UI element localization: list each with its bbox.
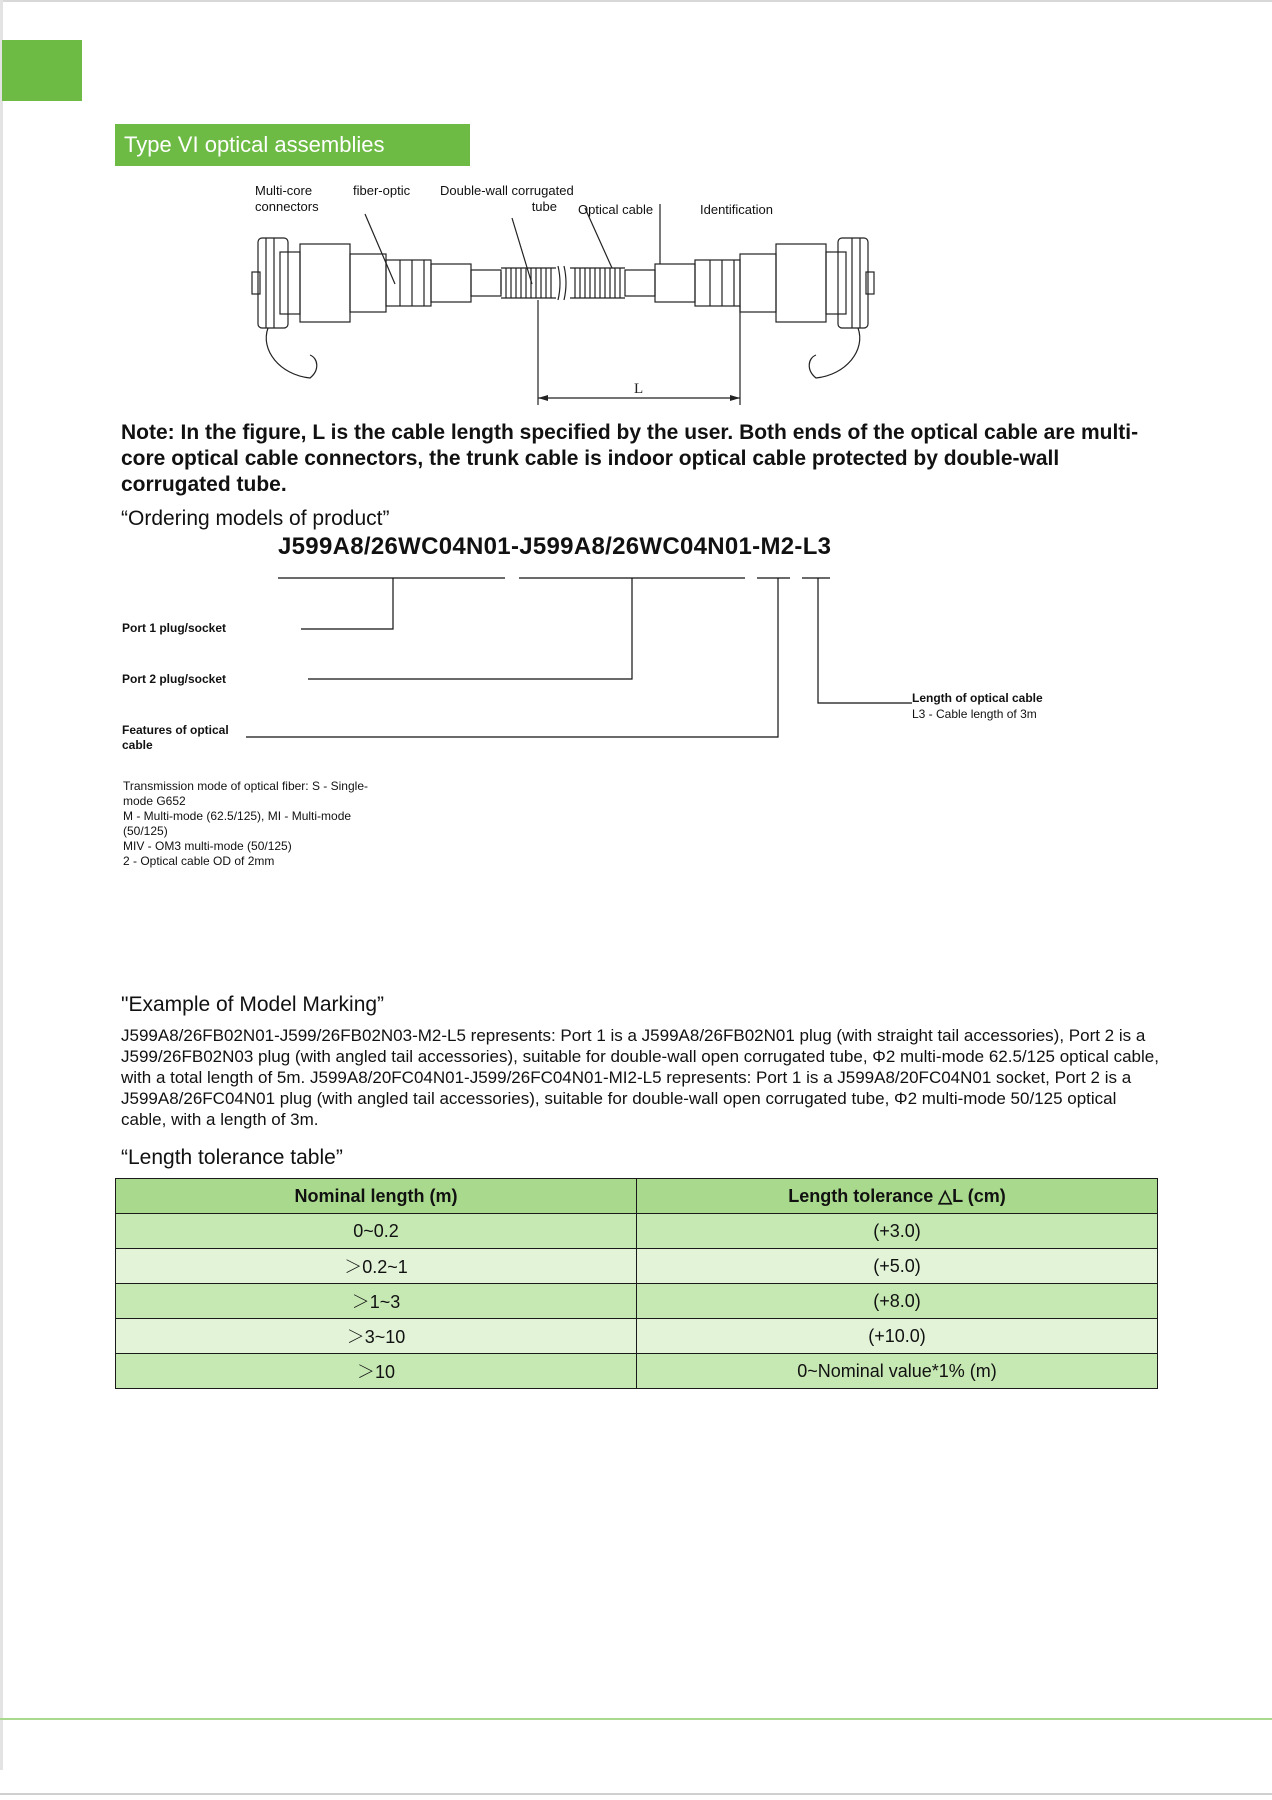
- port2-label: Port 2 plug/socket: [122, 672, 227, 686]
- right-corrugated-tube: [570, 268, 625, 298]
- right-tail-identification: [655, 264, 695, 302]
- features-label: Features of optical cable: [122, 723, 229, 752]
- table-row: [116, 1214, 1158, 1249]
- right-connector-cap: [826, 252, 846, 314]
- table-row: [116, 1354, 1158, 1389]
- transmission-mode-notes: [123, 779, 423, 869]
- cell-nominal: ＞1~3: [116, 1284, 637, 1319]
- length-label: Length of optical cable: [912, 691, 1043, 705]
- transmission-line: mode G652: [123, 794, 186, 808]
- cell-tolerance: (+8.0): [637, 1284, 1158, 1319]
- label-multicore: Multi-core: [255, 183, 313, 198]
- label-tube: tube: [531, 199, 557, 214]
- page-left-border: [0, 0, 3, 1770]
- example-text: J599A8/26FB02N01-J599/26FB02N03-M2-L5 represents: Port 1 is a J599A8/26FB02N01 plug (with straight tail accessories), Port 2 is a J599/26FB02N03 plug (with angled tail accessories), suitable for double-wall open corrugated tube, Φ2 multi-mode 62.5/125 optical cable, with a total length of 5m. J599A8/20FC04N01-J599/26FC04N01-MI2-L5 represents: Port 1 is a J599A8/20FC04N01 socket, Port 2 is a J599A8/26FC04N01 plug (with angled tail accessories), suitable for double-wall open corrugated tube, Φ2 multi-mode 50/125 optical cable, with a length of 3m.: [121, 1026, 1159, 1129]
- example-heading: "Example of Model Marking”: [121, 993, 385, 1016]
- cable-assembly-drawing: [240, 180, 1040, 410]
- table-row: [116, 1249, 1158, 1284]
- left-connector-cap: [280, 252, 300, 314]
- label-optical-cable: Optical cable: [578, 202, 654, 217]
- table-row: [116, 1284, 1158, 1319]
- model-code: J599A8/26WC04N01-J599A8/26WC04N01-M2-L3: [278, 533, 832, 560]
- left-tail: [431, 264, 471, 302]
- cell-tolerance: 0~Nominal value*1% (m): [637, 1354, 1158, 1389]
- label-fiber-optic: fiber-optic: [353, 183, 411, 198]
- right-dust-cap-chain: [809, 328, 860, 378]
- page-bottom-border: [0, 1793, 1272, 1795]
- right-connector-body: [776, 244, 826, 322]
- tolerance-heading: “Length tolerance table”: [121, 1146, 343, 1169]
- transmission-line: Transmission mode of optical fiber: S - Single-: [123, 779, 368, 793]
- cell-tolerance: (+10.0): [637, 1319, 1158, 1354]
- section-title: Type VI optical assemblies: [115, 124, 470, 166]
- cell-nominal: ＞0.2~1: [116, 1249, 637, 1284]
- figure-note: Note: In the figure, L is the cable length specified by the user. Both ends of the optical cable are multi-core optical cable connectors, the trunk cable is indoor optical cable protected by double-wall corrugated tube.: [121, 421, 1139, 496]
- transmission-line: M - Multi-mode (62.5/125), MI - Multi-mode: [123, 809, 352, 823]
- label-connectors: connectors: [255, 199, 319, 214]
- cell-tolerance: (+3.0): [637, 1214, 1158, 1249]
- table-row: [116, 1319, 1158, 1354]
- port1-label: Port 1 plug/socket: [122, 621, 227, 635]
- label-length-l: L: [634, 381, 644, 397]
- footer-divider: [0, 1718, 1272, 1720]
- corner-brand-block: [2, 40, 82, 101]
- cell-nominal: 0~0.2: [116, 1214, 637, 1249]
- column-header-length-tolerance: Length tolerance △L (cm): [637, 1179, 1158, 1214]
- transmission-line: (50/125): [123, 824, 168, 838]
- cell-nominal: ＞10: [116, 1354, 637, 1389]
- length-desc: L3 - Cable length of 3m: [912, 707, 1037, 721]
- cell-nominal: ＞3~10: [116, 1319, 637, 1354]
- cell-tolerance: (+5.0): [637, 1249, 1158, 1284]
- page-top-border: [0, 0, 1272, 2]
- transmission-line: MIV - OM3 multi-mode (50/125): [123, 839, 292, 853]
- length-tolerance-table: [115, 1178, 1158, 1389]
- transmission-line: 2 - Optical cable OD of 2mm: [123, 854, 275, 868]
- left-connector-body: [300, 244, 350, 322]
- label-identification: Identification: [700, 202, 773, 217]
- label-double-wall: Double-wall corrugated: [440, 183, 574, 198]
- left-dust-cap-chain: [266, 328, 317, 378]
- column-header-nominal-length: Nominal length (m): [116, 1179, 637, 1214]
- ordering-heading: “Ordering models of product”: [121, 507, 390, 530]
- table-header-row: [116, 1179, 1158, 1214]
- cable-assembly-figure: [240, 180, 1040, 410]
- right-connector-nut: [695, 260, 740, 306]
